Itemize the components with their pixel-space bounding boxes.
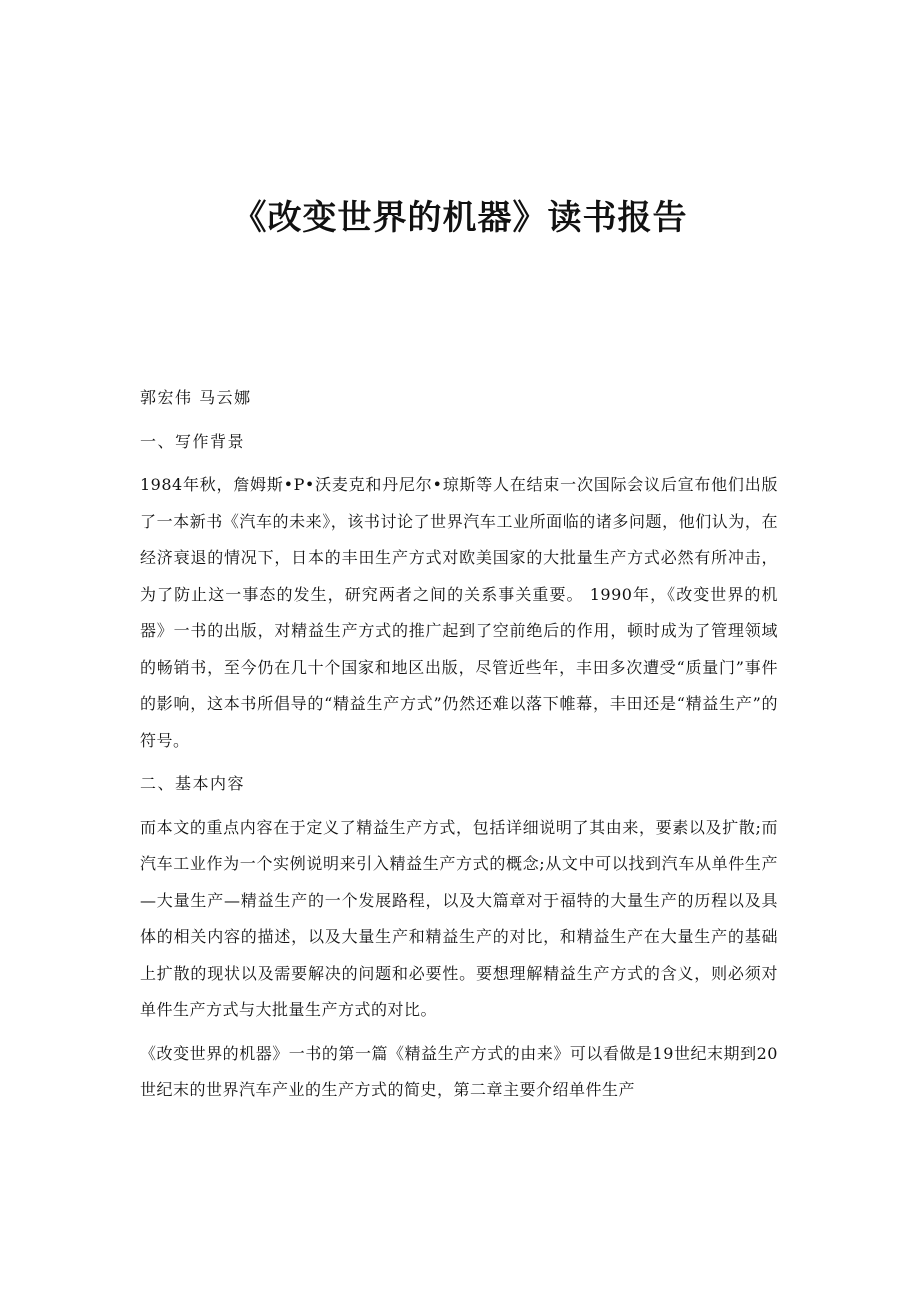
authors-line: 郭宏伟 马云娜 [140,388,252,407]
paragraph-content-1: 而本文的重点内容在于定义了精益生产方式，包括详细说明了其由来，要素以及扩散;而汽车工业作为一个实例说明来引入精益生产方式的概念;从文中可以找到汽车从单件生产—大量生产—精益生产的一个发展路程，以及大篇章对于福特的大量生产的历程以及具体的相关内容的描述，以及大量生产和精益生产的对比，和精益生产在大量生产的基础上扩散的现状以及需要解决的问题和必要性。要想理解精益生产方式的含义，则必须对单件生产方式与大批量生产方式的对比。 [140,817,778,1019]
document-title: 《改变世界的机器》读书报告 [232,198,688,238]
paragraph-content-2: 《改变世界的机器》一书的第一篇《精益生产方式的由来》可以看做是19世纪末期到20世纪末的世界汽车产业的生产方式的简史，第二章主要介绍单件生产 [140,1043,778,1099]
section-heading-content: 二、基本内容 [140,774,246,793]
document-body [140,380,778,1116]
paragraph-background: 1984年秋，詹姆斯•P•沃麦克和丹尼尔•琼斯等人在结束一次国际会议后宣布他们出版了一本新书《汽车的未来》，该书讨论了世界汽车工业所面临的诸多问题，他们认为，在经济衰退的情况下，日本的丰田生产方式对欧美国家的大批量生产方式必然有所冲击，为了防止这一事态的发生，研究两者之间的关系事关重要。 1990年，《改变世界的机器》一书的出版，对精益生产方式的推广起到了空前绝后的作用，顿时成为了管理领域的畅销书，至今仍在几十个国家和地区出版，尽管近些年，丰田多次遭受“质量门”事件的影响，这本书所倡导的“精益生产方式”仍然还难以落下帷幕，丰田还是“精益生产”的符号。 [140,475,778,750]
section-heading-background: 一、写作背景 [140,431,246,451]
